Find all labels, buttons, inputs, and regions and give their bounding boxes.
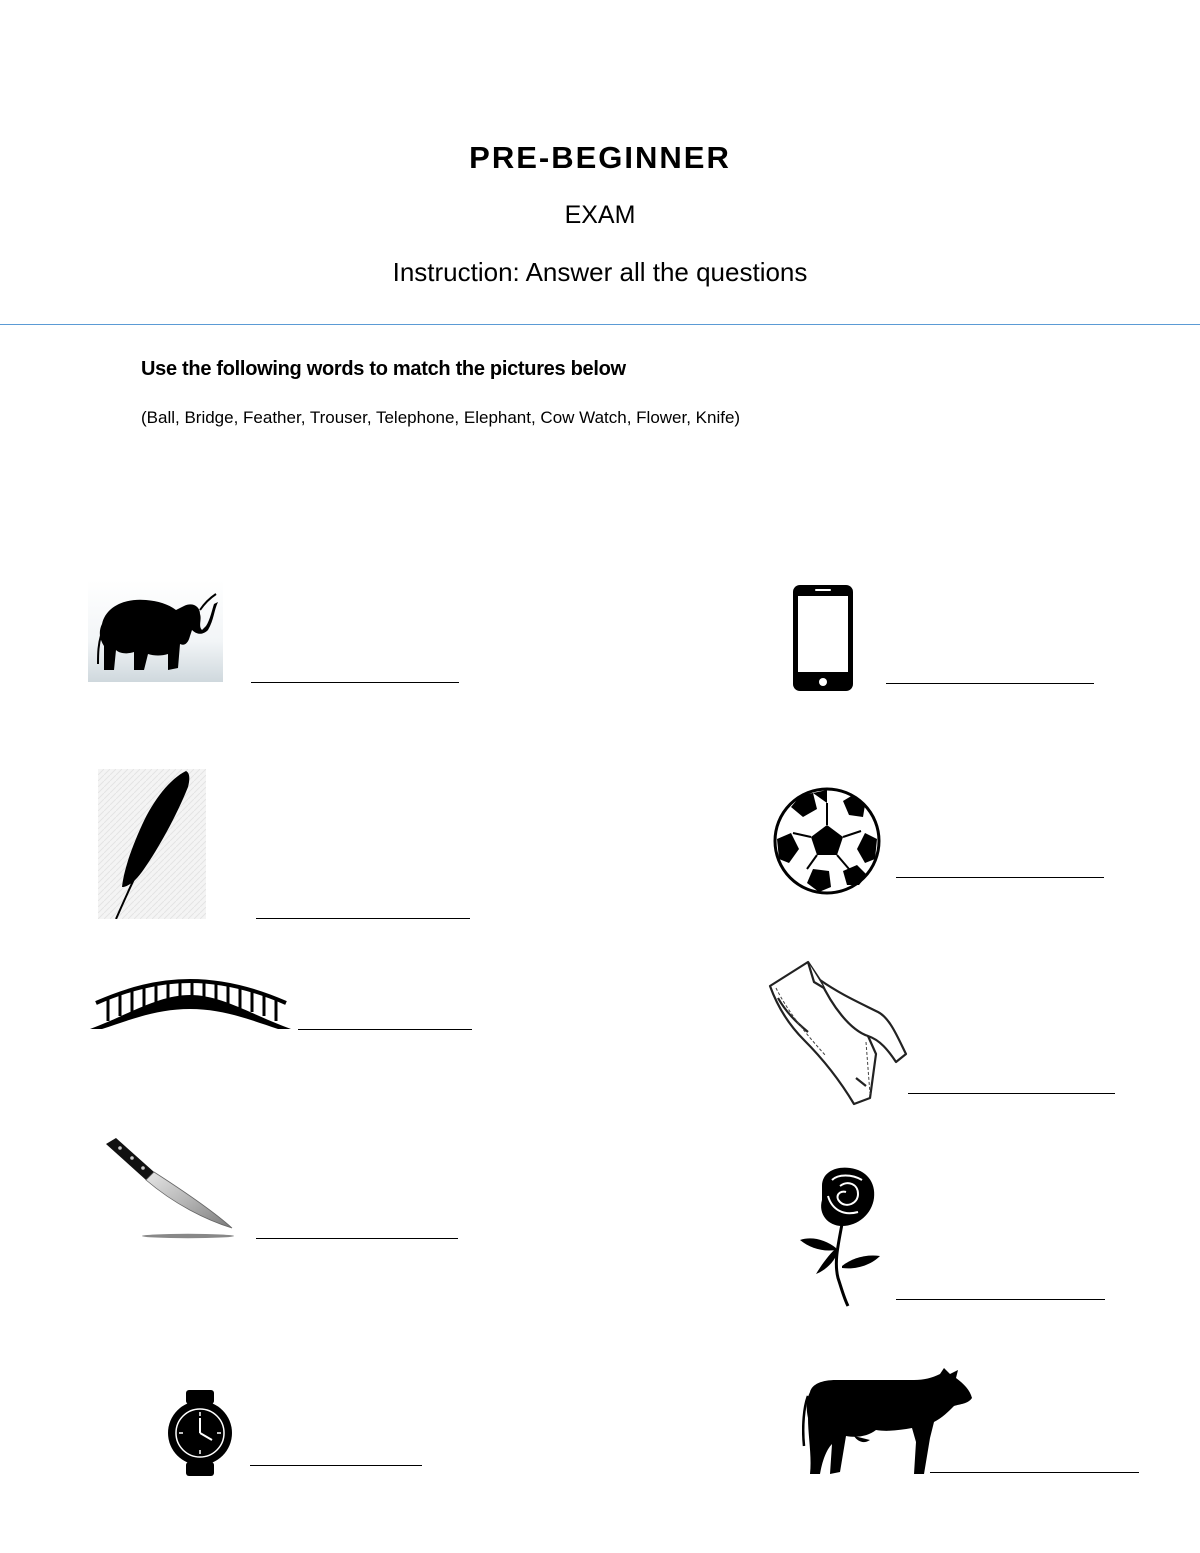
page-title: PRE-BEGINNER <box>469 140 731 175</box>
watch-icon <box>166 1390 234 1476</box>
answer-blank-elephant[interactable] <box>251 682 459 683</box>
answer-blank-knife[interactable] <box>256 1238 458 1239</box>
answer-blank-watch[interactable] <box>250 1465 422 1466</box>
answer-blank-bridge[interactable] <box>298 1029 472 1030</box>
header-divider <box>0 324 1200 325</box>
task-prompt: Use the following words to match the pictures below <box>141 358 626 380</box>
elephant-icon <box>88 580 223 682</box>
answer-blank-ball[interactable] <box>896 877 1104 878</box>
phone-icon <box>792 584 854 692</box>
cow-icon <box>802 1366 974 1480</box>
answer-blank-feather[interactable] <box>256 918 470 919</box>
answer-blank-flower[interactable] <box>896 1299 1105 1300</box>
ball-icon <box>773 787 881 895</box>
feather-icon <box>98 769 206 919</box>
knife-icon <box>102 1136 238 1240</box>
exam-subtitle: EXAM <box>564 201 636 229</box>
word-bank: (Ball, Bridge, Feather, Trouser, Telephone, Elephant, Cow Watch, Flower, Knife) <box>141 408 741 427</box>
flower-icon <box>792 1166 882 1308</box>
answer-blank-trouser[interactable] <box>908 1093 1115 1094</box>
trouser-icon <box>766 958 910 1106</box>
bridge-icon <box>88 975 293 1031</box>
instruction-text: Instruction: Answer all the questions <box>392 257 808 287</box>
answer-blank-phone[interactable] <box>886 683 1094 684</box>
answer-blank-cow[interactable] <box>930 1472 1139 1473</box>
